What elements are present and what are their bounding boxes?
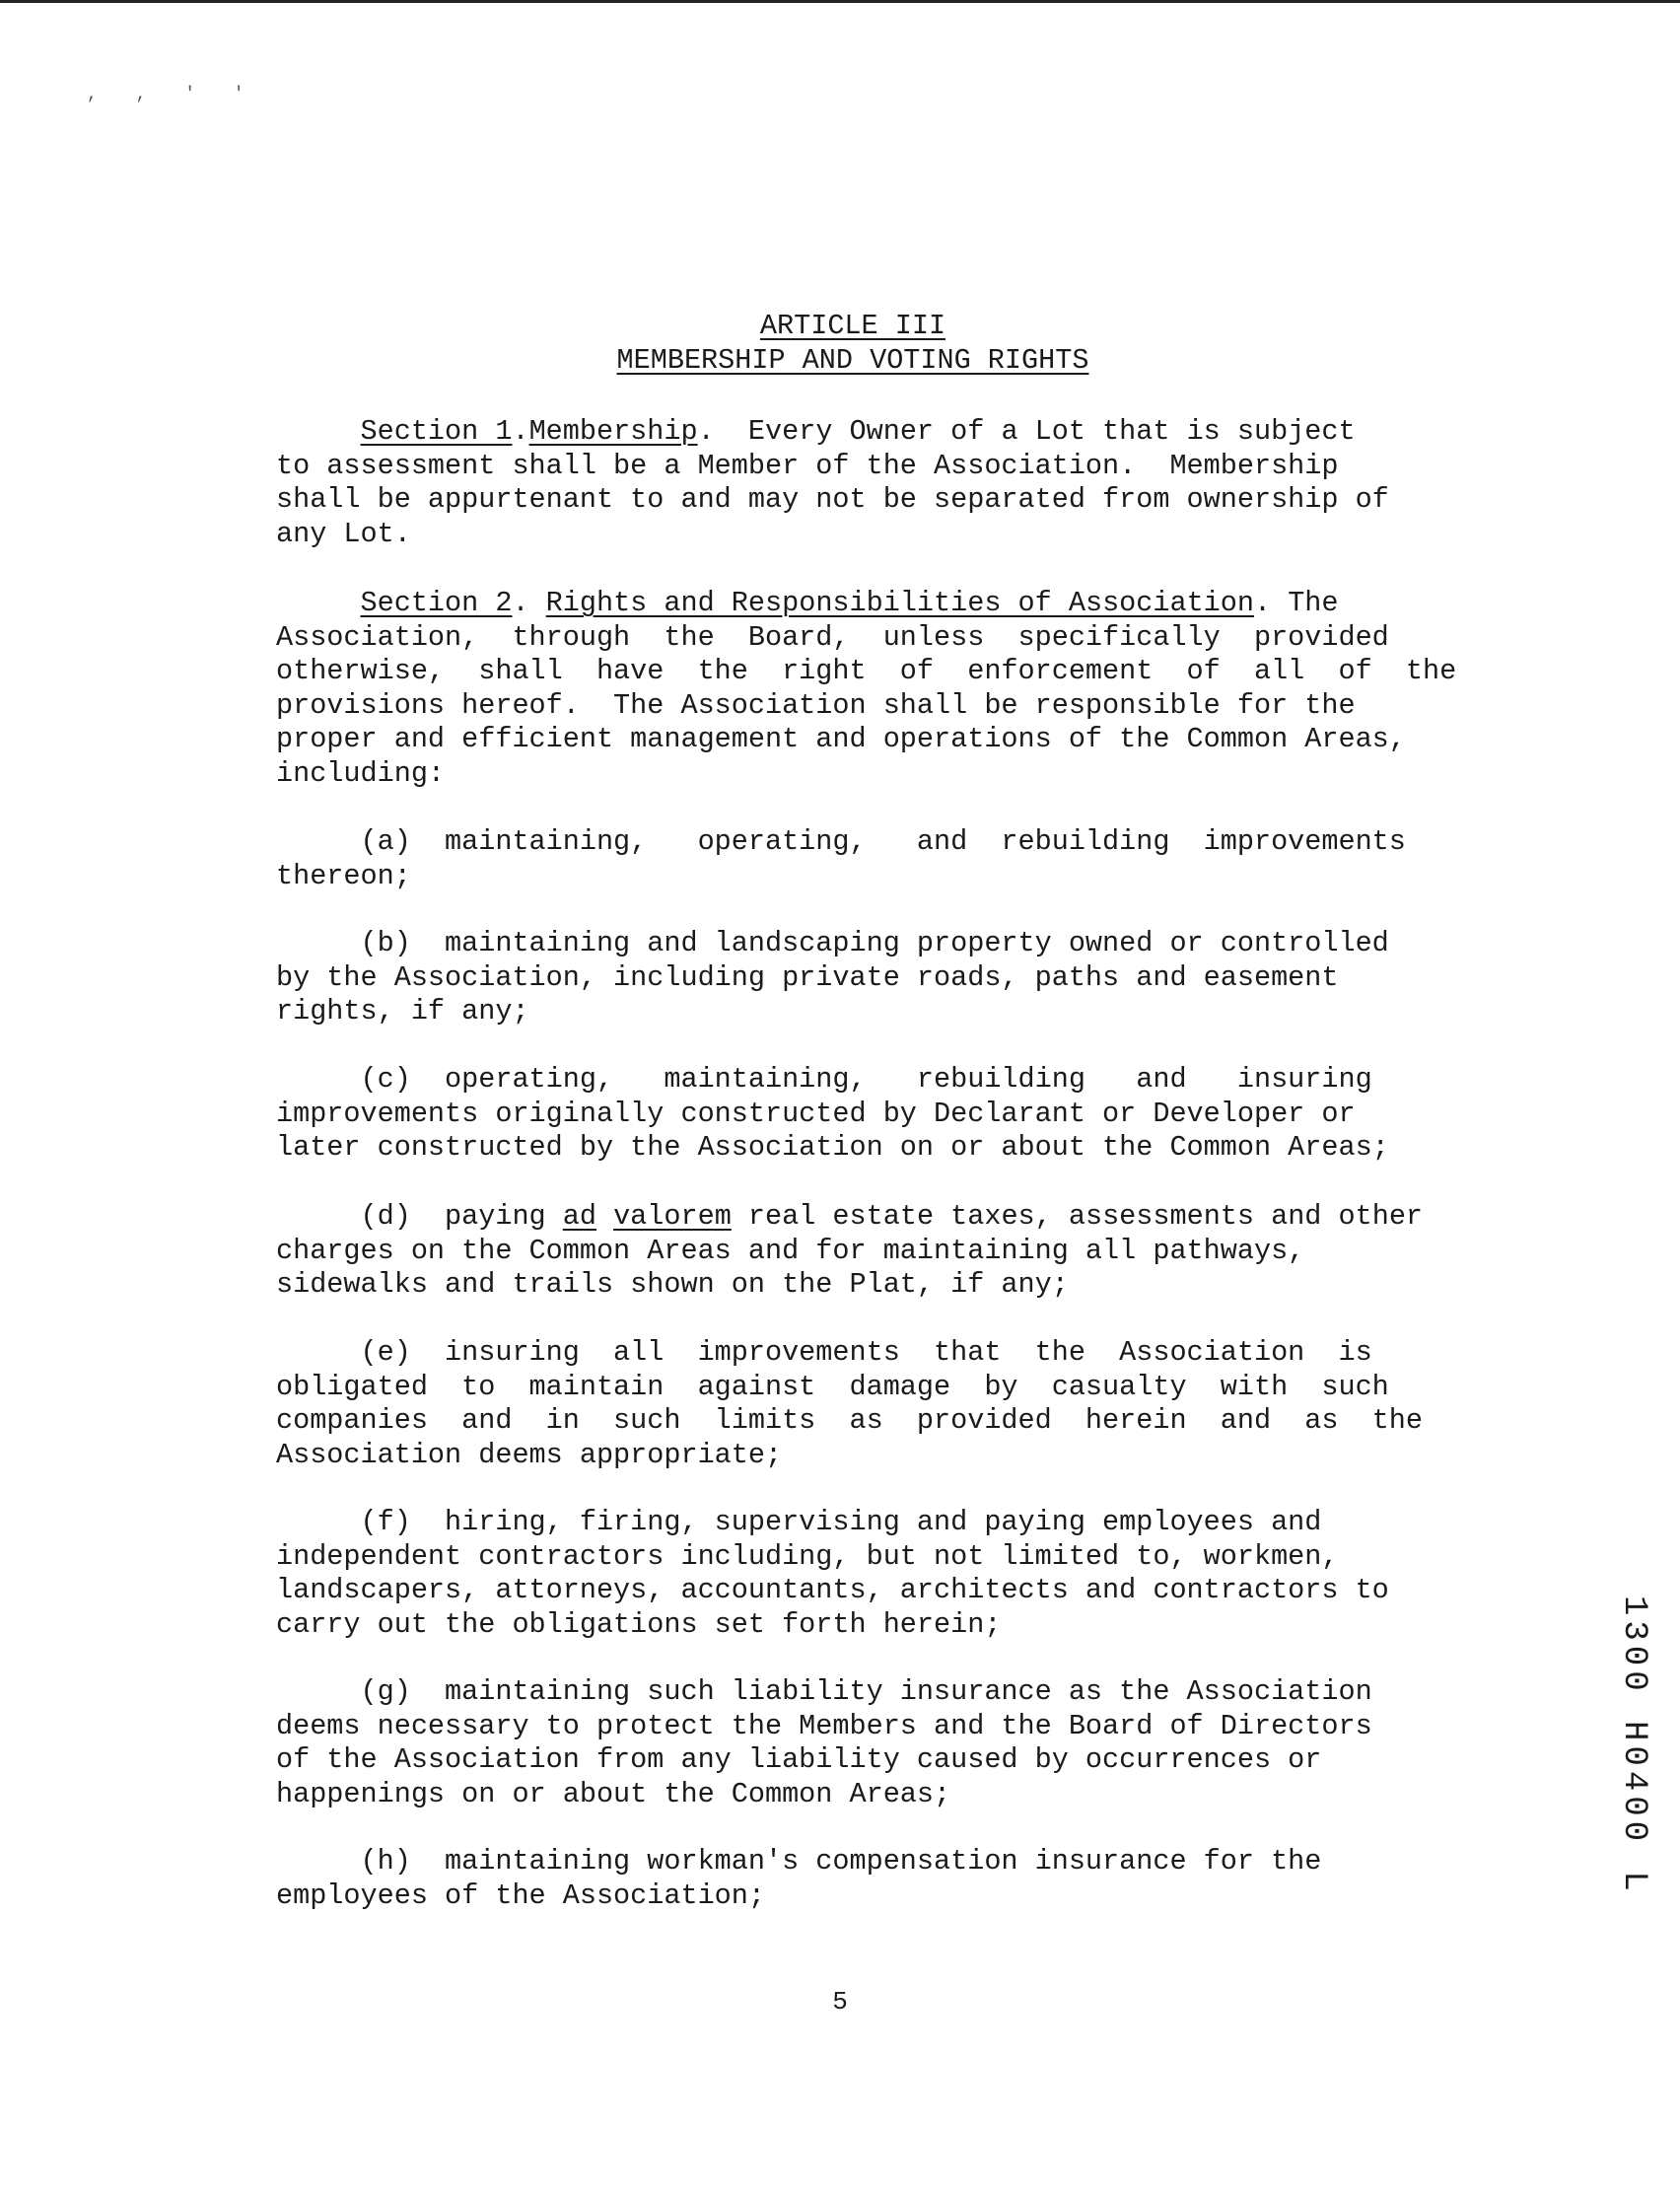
- section-2-label: Section 2: [360, 587, 513, 619]
- article-number: ARTICLE III: [759, 310, 946, 342]
- article-title-line: [276, 344, 1430, 379]
- item-a: (a) maintaining, operating, and rebuilding improvements thereon;: [276, 825, 1406, 892]
- item-g: (g) maintaining such liability insurance as the Association deems necessary to protect the Members and the Board of Directors of the Association from any liability caused by occurrences or happenings on or about the Common Areas;: [276, 1675, 1372, 1810]
- valorem-term: valorem: [613, 1200, 732, 1233]
- section-1-heading: Membership: [528, 415, 698, 448]
- margin-document-code: 1300 H0400 L: [1615, 1595, 1652, 1896]
- item-b: (b) maintaining and landscaping property owned or controlled by the Association, including private roads, paths and easement rights, if any;: [276, 927, 1389, 1028]
- article-heading: [276, 310, 1430, 344]
- scan-marks: , , ' ': [87, 85, 258, 105]
- section-1-label: Section 1: [360, 415, 513, 448]
- item-d: (d) paying ad valorem real estate taxes, assessments and other charges on the Common Areas and for maintaining all pathways, sidewalks and trails shown on the Plat, if any;: [276, 1200, 1424, 1301]
- scan-top-border: [0, 0, 1680, 3]
- section-1: Section 1.Membership. Every Owner of a Lot that is subject to assessment shall be a Member of the Association. Membership shall be appurtenant to and may not be separated from ownership of any Lot.: [276, 415, 1389, 550]
- item-h: (h) maintaining workman's compensation insurance for the employees of the Association;: [276, 1845, 1322, 1912]
- article-title: MEMBERSHIP AND VOTING RIGHTS: [616, 344, 1089, 377]
- section-2: Section 2. Rights and Responsibilities of Association. The Association, through the Board, unless specifically provided otherwise, shall have the right of enforcement of all of the provisions hereof. The Association shall be responsible for the proper and efficient management and operations of the Common Areas, including:: [276, 587, 1457, 790]
- page-number: 5: [832, 1987, 848, 2017]
- item-c: (c) operating, maintaining, rebuilding and insuring improvements originally constructed by Declarant or Developer or later constructed by the Association on or about the Common Areas;: [276, 1063, 1389, 1164]
- item-e: (e) insuring all improvements that the Association is obligated to maintain against damage by casualty with such companies and in such limits as provided herein and as the Association deems appropriate;: [276, 1336, 1423, 1471]
- ad-term: ad: [562, 1200, 596, 1233]
- item-f: (f) hiring, firing, supervising and paying employees and independent contractors including, but not limited to, workmen, landscapers, attorneys, accountants, architects and contractors to carry out the obligations set forth herein;: [276, 1506, 1389, 1641]
- section-2-heading: Rights and Responsibilities of Association: [545, 587, 1254, 619]
